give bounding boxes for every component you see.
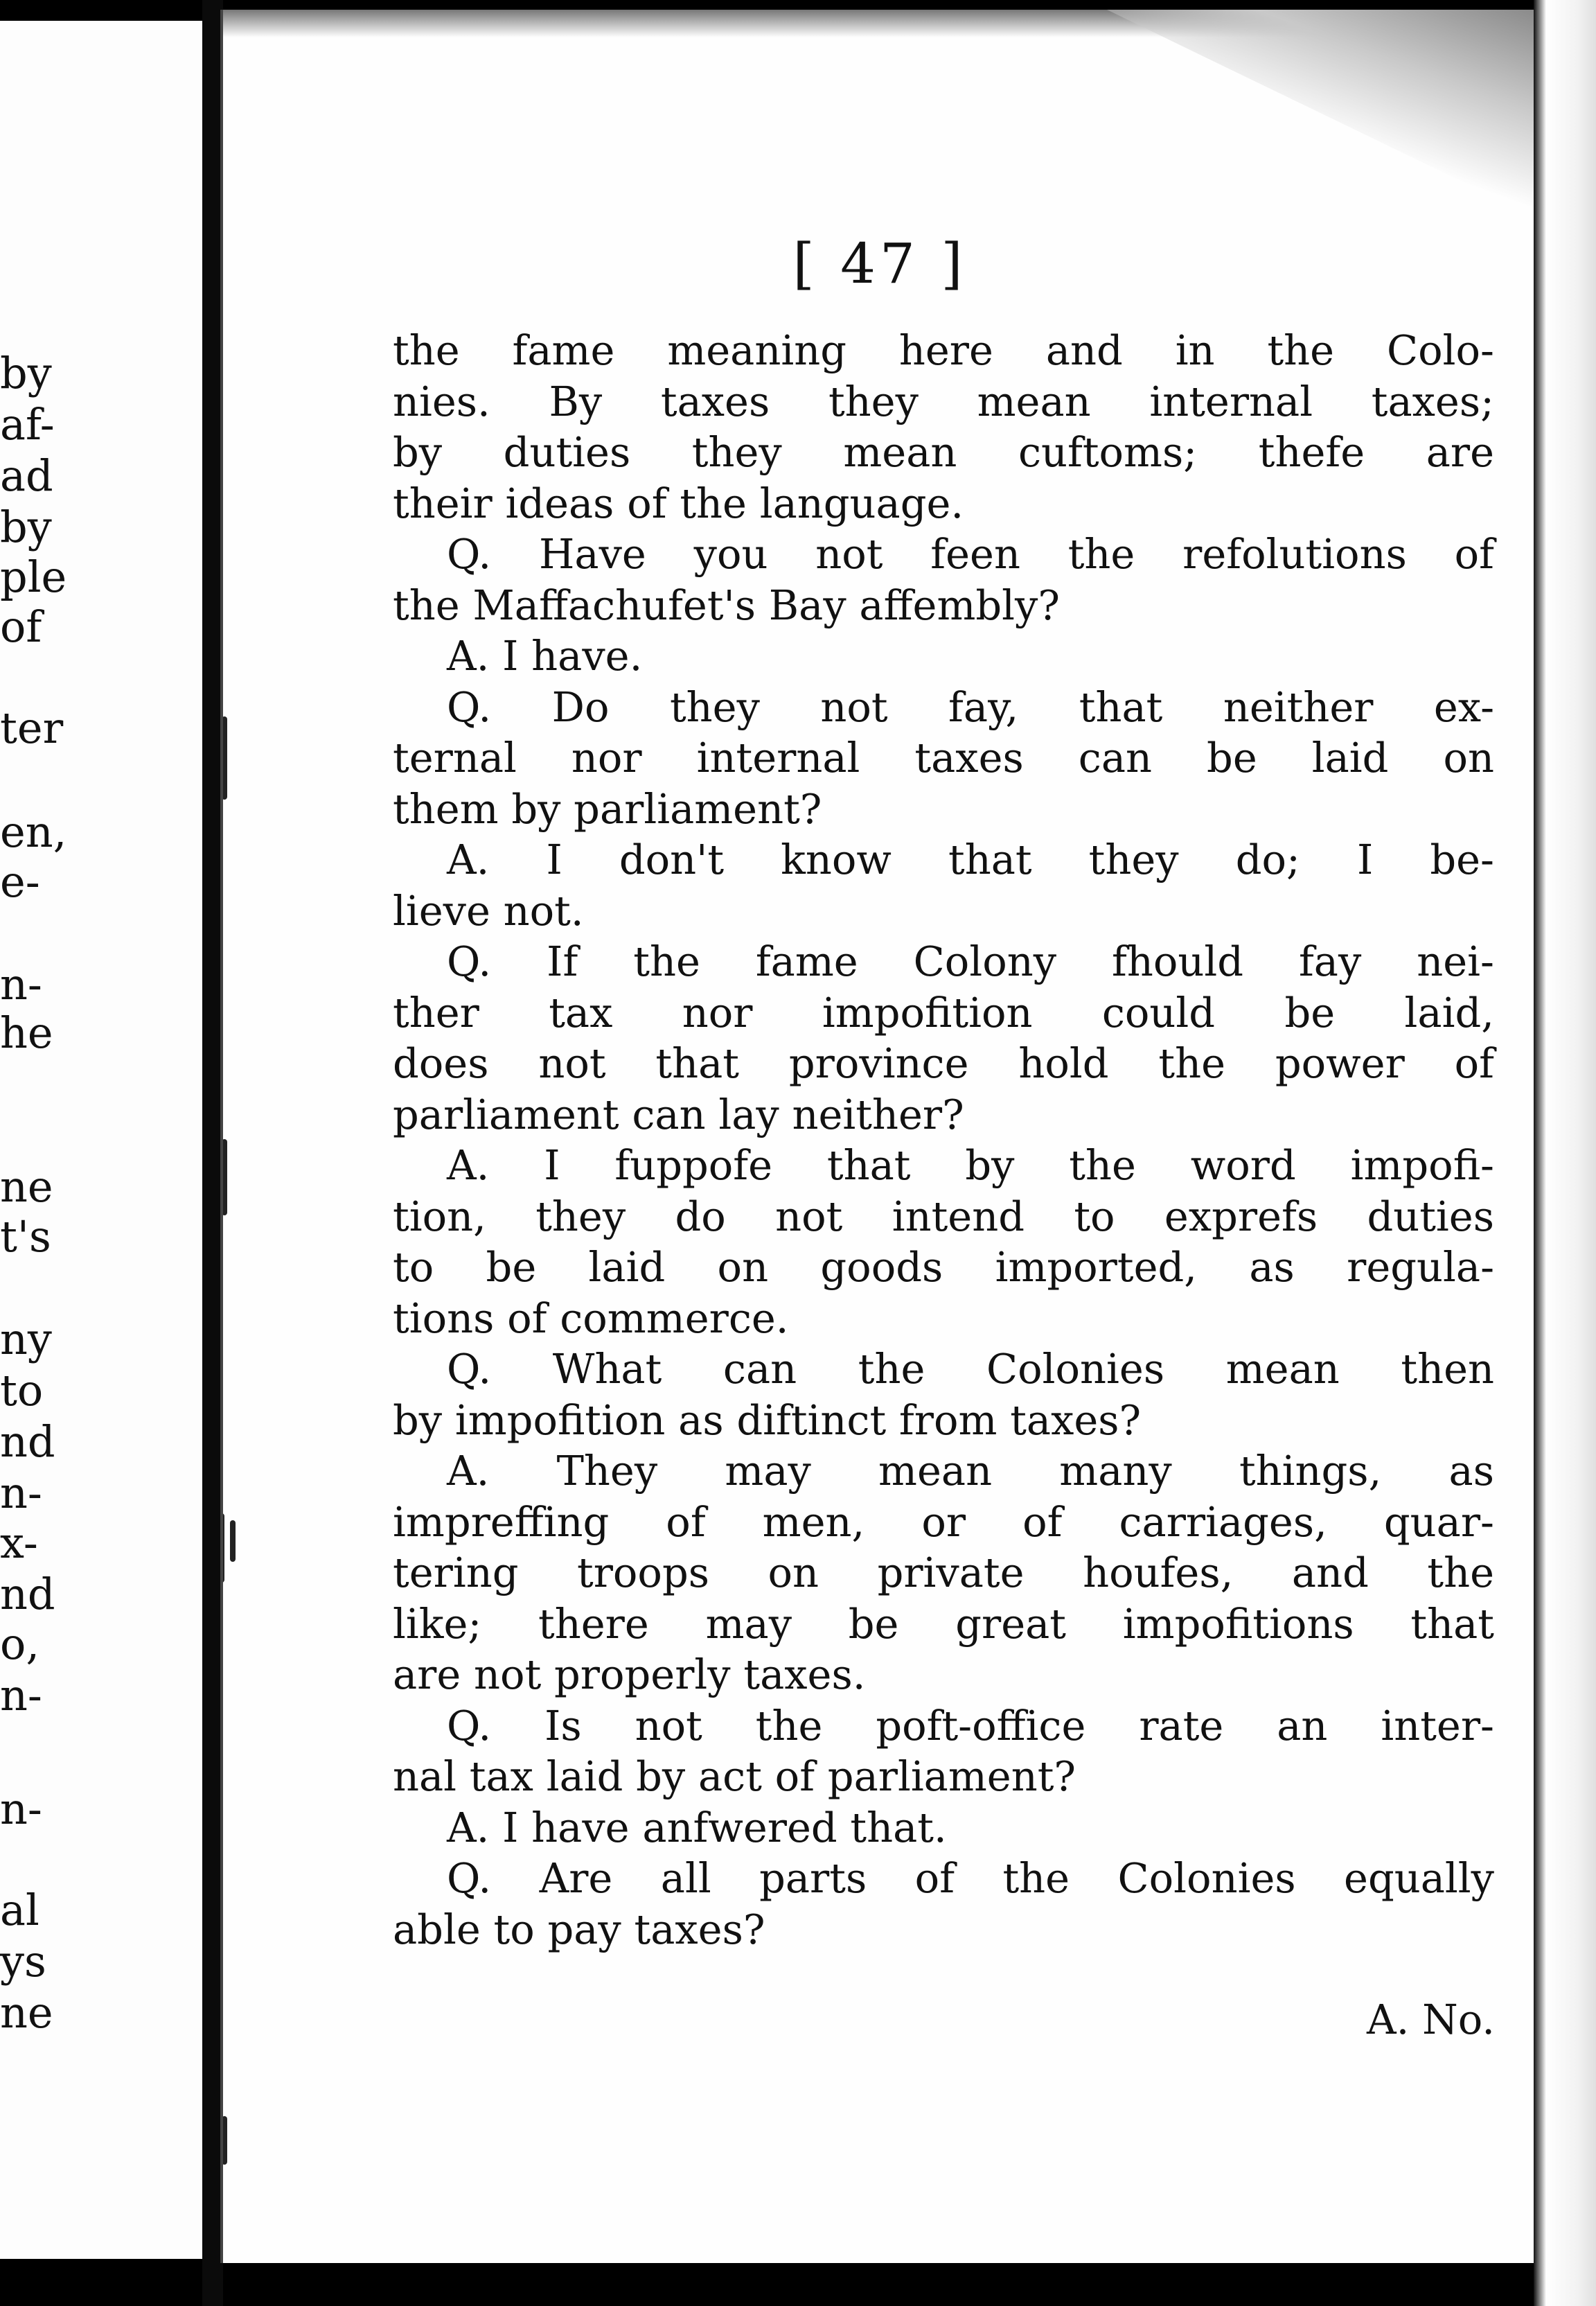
text-line: are not properly taxes. (393, 1651, 866, 1698)
left-fragment: en, (0, 807, 67, 857)
text-line: nal tax laid by act of parliament? (393, 1752, 1076, 1800)
left-fragment: ne (0, 1987, 53, 2038)
binding-mark (222, 2116, 227, 2165)
text-line: like; there may be great impofitions that (393, 1599, 1494, 1648)
left-fragment: by (0, 502, 52, 552)
left-fragment: o, (0, 1619, 40, 1669)
left-fragment: of (0, 601, 42, 652)
left-fragment: x- (0, 1517, 38, 1568)
main-page (220, 10, 1536, 2263)
left-fragment: n- (0, 1784, 42, 1834)
left-page-fragment (0, 21, 206, 2259)
text-line: ternal nor internal taxes can be laid on (393, 734, 1494, 782)
page-number: [ 47 ] (792, 231, 967, 296)
text-line: A. They may mean many things, as (447, 1447, 1494, 1495)
text-line: A. I fuppofe that by the word impofi- (447, 1141, 1494, 1189)
text-line: A. I have anfwered that. (447, 1803, 947, 1851)
binding-mark (230, 1520, 236, 1562)
text-line: parliament can lay neither? (393, 1090, 964, 1138)
text-line: nies. By taxes they mean internal taxes; (393, 377, 1494, 425)
text-line: able to pay taxes? (393, 1905, 765, 1953)
text-line: by impofition as diftinct from taxes? (393, 1396, 1142, 1444)
text-line: tion, they do not intend to exprefs duties (393, 1192, 1494, 1240)
left-fragment: e- (0, 856, 40, 907)
text-line: the fame meaning here and in the Colo- (393, 326, 1494, 374)
text-line: by duties they mean cuftoms; thefe are (393, 428, 1494, 476)
text-line: Q. Are all parts of the Colonies equally (447, 1854, 1494, 1902)
left-fragment: by (0, 348, 52, 398)
left-fragment: he (0, 1007, 53, 1058)
text-line: Q. Have you not feen the refolutions of (447, 530, 1494, 578)
text-line: them by parliament? (393, 784, 822, 833)
left-fragment: nd (0, 1416, 55, 1467)
text-line: lieve not. (393, 886, 584, 935)
left-fragment: to (0, 1365, 44, 1416)
text-line: Q. If the fame Colony fhould fay nei- (447, 938, 1494, 985)
left-fragment: n- (0, 1670, 42, 1720)
text-line: tions of commerce. (393, 1294, 789, 1342)
left-fragment: ys (0, 1936, 46, 1987)
left-fragment: t's (0, 1211, 51, 1262)
left-fragment: ple (0, 552, 67, 602)
text-line: Q. What can the Colonies mean then (447, 1345, 1494, 1393)
left-fragment: n- (0, 959, 42, 1010)
text-line: to be laid on goods imported, as regula- (393, 1243, 1494, 1291)
right-page-edge (1534, 0, 1596, 2306)
left-fragment: ne (0, 1161, 53, 1212)
text-line: does not that province hold the power of (393, 1039, 1494, 1087)
page-corner-shading (1107, 10, 1536, 218)
left-fragment: al (0, 1885, 39, 1935)
left-fragment: ad (0, 450, 53, 501)
text-line: impreffing of men, or of carriages, quar- (393, 1497, 1494, 1546)
binding-mark (222, 1139, 227, 1215)
text-line: Q. Do they not fay, that neither ex- (447, 683, 1494, 731)
left-fragment: nd (0, 1569, 55, 1619)
text-line: the Maffachufet's Bay affembly? (393, 581, 1060, 629)
body-text (393, 325, 1494, 1955)
text-line: A. I have. (447, 632, 643, 680)
left-fragment: af- (0, 399, 55, 450)
left-fragment: ny (0, 1314, 52, 1364)
text-line: tering troops on private houfes, and the (393, 1549, 1494, 1596)
binding-mark (220, 1513, 224, 1583)
catchword: A. No. (1367, 1996, 1495, 2043)
text-line: ther tax nor impofition could be laid, (393, 988, 1494, 1037)
binding-mark (222, 716, 227, 800)
left-fragment: n- (0, 1468, 42, 1518)
text-line: their ideas of the language. (393, 479, 964, 527)
text-line: Q. Is not the poft-office rate an inter- (447, 1701, 1494, 1750)
left-fragment: ter (0, 703, 64, 753)
text-line: A. I don't know that they do; I be- (447, 836, 1494, 883)
